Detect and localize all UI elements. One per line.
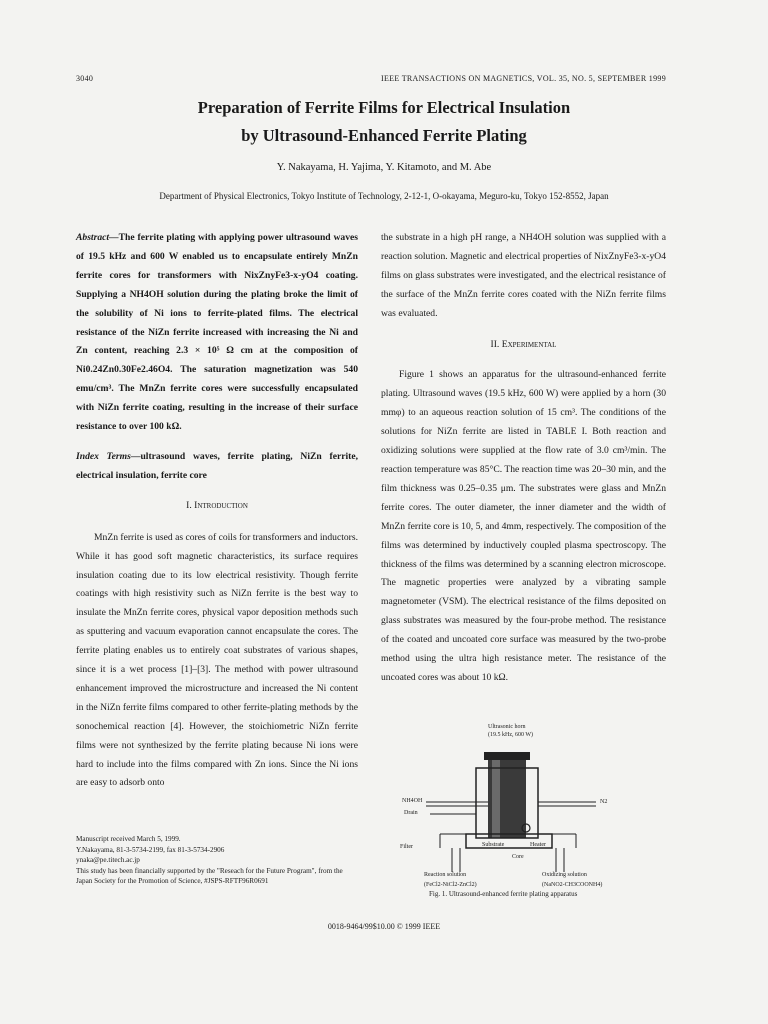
intro-continuation: the substrate in a high pH range, a NH4OH solution was supplied with a reaction solution. Magnetic and electrical properties of NixZnyFe3-x-yO4 films on glass substrates were investigated, and the electrical resistance of the surface of the MnZn ferrite cores coated with the NiZn ferrite films was evaluated. bbox=[381, 232, 666, 319]
experimental-heading bbox=[381, 336, 666, 355]
abstract-text: The ferrite plating with applying power ultrasound waves of 19.5 kHz and 600 W enabled us to encapsulate entirely MnZn ferrite cores for transformers with NixZnyFe3-x-yO4 coating. Supplying a NH4OH solution during the plating broke the limit of the solubility of Ni ions to ferrite-plated films. The electrical resistance of the NiZn ferrite increased with increasing the Ni and Zn content, reaching 2.3 × 10⁵ Ω cm at the composition of Ni0.24Zn0.30Fe2.46O4. The saturation magnetization was 540 emu/cm³. The MnZn ferrite cores were successfully encapsulated with NiZn ferrite coating, resulting in the increase of their surface resistance to over 100 kΩ. bbox=[76, 232, 358, 433]
heater-label: Heater bbox=[530, 842, 546, 848]
page-number: 3040 bbox=[76, 74, 94, 83]
intro-heading-num: I. bbox=[186, 499, 192, 511]
authors: Y. Nakayama, H. Yajima, Y. Kitamoto, and M. Abe bbox=[276, 162, 492, 173]
footnote bbox=[76, 834, 358, 887]
figure-caption: Fig. 1. Ultrasound-enhanced ferrite plating apparatus bbox=[429, 890, 578, 898]
drain-label: Drain bbox=[404, 810, 418, 816]
horn-highlight bbox=[492, 758, 500, 838]
core-label: Core bbox=[512, 854, 524, 860]
affiliation: Department of Physical Electronics, Tokyo Institute of Technology, 2-12-1, O-okayama, Meguro-ku, Tokyo 152-8552, Japan bbox=[159, 191, 609, 201]
n2-label: N2 bbox=[600, 799, 608, 805]
oxidizing-solution-formula: (NaNO2-CH3COONH4) bbox=[542, 882, 603, 888]
intro-heading-text: Introduction bbox=[194, 499, 248, 511]
footnote-received: Manuscript received March 5, 1999. bbox=[76, 835, 181, 843]
index-terms bbox=[76, 448, 358, 486]
experimental-heading-text: Experimental bbox=[501, 338, 557, 350]
reaction-solution-label: Reaction solution bbox=[424, 872, 467, 878]
title-line-1: Preparation of Ferrite Films for Electrical Insulation bbox=[197, 98, 571, 117]
left-column bbox=[76, 229, 358, 793]
oxidizing-solution-label: Oxidizing solution bbox=[542, 872, 587, 878]
title-line-2: by Ultrasound-Enhanced Ferrite Plating bbox=[241, 126, 527, 145]
figure-1 bbox=[396, 722, 636, 902]
index-terms-label: Index Terms bbox=[76, 450, 131, 462]
horn-spec: (19.5 kHz, 600 W) bbox=[488, 732, 534, 738]
footnote-email: ynaka@pe.titech.ac.jp bbox=[76, 856, 140, 864]
nh4oh-label: NH4OH bbox=[402, 798, 423, 804]
footnote-funding: This study has been financially supported by the "Reseach for the Future Program", from the Japan Society for the Promotion of Science, #JSPS-RFTF96R0691 bbox=[76, 866, 343, 885]
experimental-paragraph: Figure 1 shows an apparatus for the ultrasound-enhanced ferrite plating. Ultrasound waves (19.5 kHz, 600 W) were applied by a horn (30 mmφ) to an aqueous reaction solution of 15 cm³. The conditions of the solutions for NiZn ferrite are listed in TABLE I. Both reaction and oxidizing solutions were supplied at the flow rate of 3.0 cm³/min. The reaction temperature was 85°C. The reaction time was 20–30 min, and the film thickness was 0.25–0.35 μm. The substrates were glass and MnZn ferrite cores. The outer diameter, the inner diameter and the width of MnZn ferrite core is 10, 5, and 4mm, respectively. The composition of the films was determined by inductively coupled plasma spectroscopy. The thickness of the films was determined by a scanning electron microscope. The magnetic properties were analyzed by a vibrating sample magnetometer (VSM). The electrical resistance of the films deposited on glass substrates was measured by the four-probe method. The resistance of the coated and uncoated core surface was measured by the two-probe method using the ultra high resistance meter. The resistance of the uncoated cores was about 10 kΩ. bbox=[381, 369, 666, 683]
index-terms-text: —ultrasound waves, ferrite plating, NiZn ferrite, electrical insulation, ferrite core bbox=[76, 450, 358, 481]
filter-label: Filter bbox=[400, 844, 413, 850]
substrate-label: Substrate bbox=[482, 842, 505, 848]
intro-paragraph: MnZn ferrite is used as cores of coils for transformers and inductors. While it has good soft magnetic characteristics, its surface requires insulation coating due to its low electrical resistivity. Though ferrite coatings with high resistivity such as NiZn ferrite is the best way to insulate the MnZn ferrite cores, physical vapor deposition methods such as sputtering and vacuum evaporation cannot encapsulate the cores. The ferrite plating enables us to entirely coat substrates of various shapes, since it is a wet process [1]–[3]. The method with power ultrasound enhancement improved the microstructure and increased the Ni content in the NiZn ferrite films compared to other ferrite-plating methods by the sonochemical reaction [4]. However, the stoichiometric NiZn ferrite films were not synthesized by the ferrite plating because Ni ions were hard to include into the films compared with Zn ions. Since the Ni ions are easy to adsorb onto bbox=[76, 531, 358, 789]
horn-label: Ultrasonic horn bbox=[488, 724, 526, 730]
journal-header: IEEE TRANSACTIONS ON MAGNETICS, VOL. 35, NO. 5, SEPTEMBER 1999 bbox=[381, 74, 666, 83]
intro-heading bbox=[76, 497, 358, 516]
experimental-heading-num: II. bbox=[490, 338, 500, 350]
copyright-footer: 0018-9464/99$10.00 © 1999 IEEE bbox=[327, 922, 441, 931]
footnote-contact: Y.Nakayama, 81-3-5734-2199, fax 81-3-5734-2906 bbox=[76, 845, 225, 854]
abstract bbox=[76, 229, 358, 437]
horn-cap bbox=[484, 752, 530, 760]
reaction-solution-formula: (FeCl2-NiCl2-ZnCl2) bbox=[424, 882, 477, 888]
abstract-label: Abstract— bbox=[76, 232, 119, 243]
right-column bbox=[381, 229, 666, 688]
